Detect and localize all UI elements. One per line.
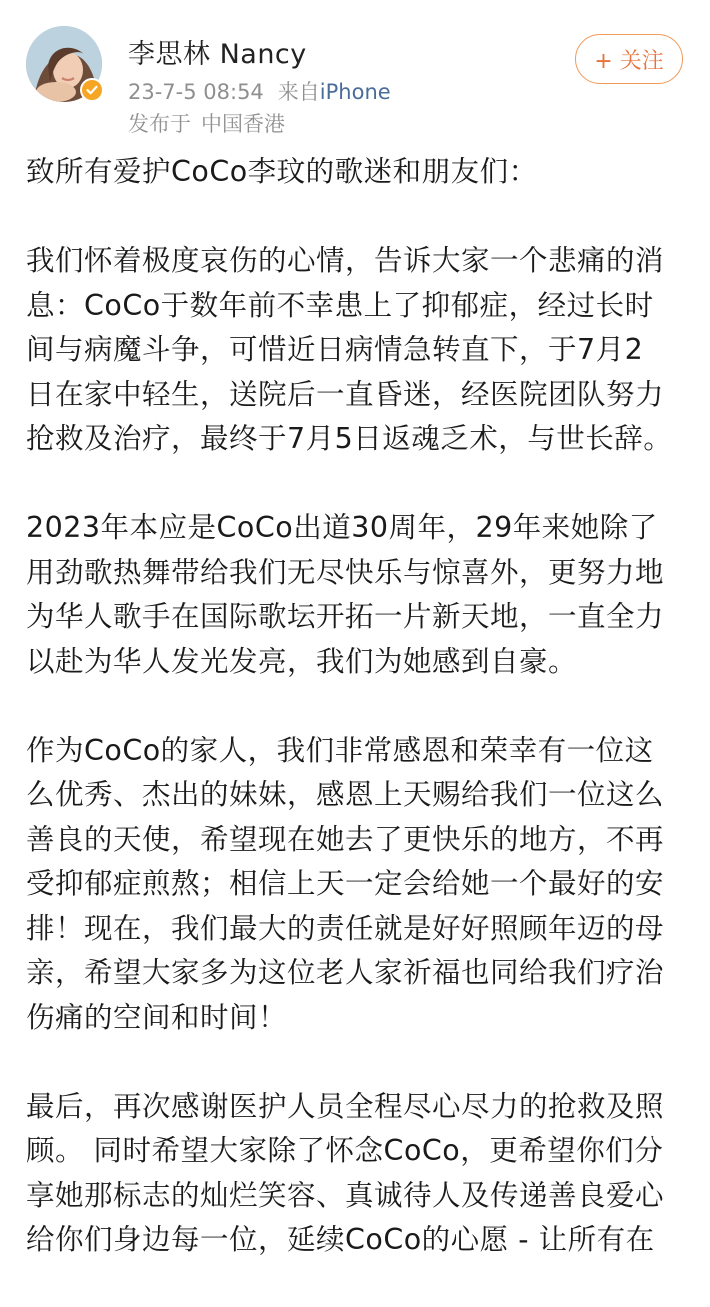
post-paragraph: 我们怀着极度哀伤的心情，告诉大家一个悲痛的消 息：CoCo于数年前不幸患上了抑郁症，经过长时 间与病魔斗争，可惜近日病情急转直下，于7月2 日在家中轻生，送院后一直昏迷，经医院团队努力 抢救及治疗，最终于7月5日返魂乏术，与世长辞。	[26, 244, 673, 455]
avatar[interactable]	[26, 26, 102, 102]
post-paragraph: 致所有爱护CoCo李玟的歌迷和朋友们：	[26, 155, 538, 188]
post-body	[26, 150, 694, 1307]
verified-badge-icon	[80, 78, 104, 102]
location-value: 中国香港	[201, 112, 285, 136]
post-meta	[128, 76, 391, 106]
post-date: 23-7-5 08:54	[128, 80, 264, 104]
source-link[interactable]: iPhone	[319, 80, 391, 104]
post-header	[0, 0, 710, 150]
source-prefix: 来自	[277, 80, 320, 104]
post-paragraph: 最后，再次感谢医护人员全程尽心尽力的抢救及照 顾。 同时希望大家除了怀念CoCo，更希望你们分 享她那标志的灿烂笑容、真诚待人及传递善良爱心 给你们身边每一位，延续CoCo的心愿 - 让所有在	[26, 1089, 665, 1256]
follow-button[interactable]: + 关注	[575, 34, 683, 84]
post-paragraph: 作为CoCo的家人，我们非常感恩和荣幸有一位这 么优秀、杰出的妹妹，感恩上天赐给我们一位这么 善良的天使，希望现在她去了更快乐的地方，不再 受抑郁症煎熬；相信上天一定会给她一个最好的安 排！现在，我们最大的责任就是好好照顾年迈的母 亲，希望大家多为这位老人家祈福也同给我们疗治 伤痛的空间和时间！	[26, 733, 665, 1034]
post-paragraph: 2023年本应是CoCo出道30周年，29年来她除了 用劲歌热舞带给我们无尽快乐与惊喜外，更努力地 为华人歌手在国际歌坛开拓一片新天地，一直全力 以赴为华人发光发亮，我们为她感到自豪。	[26, 511, 665, 678]
location-prefix: 发布于	[128, 112, 191, 136]
user-name[interactable]: 李思林 Nancy	[128, 39, 307, 70]
post-location	[128, 108, 285, 138]
